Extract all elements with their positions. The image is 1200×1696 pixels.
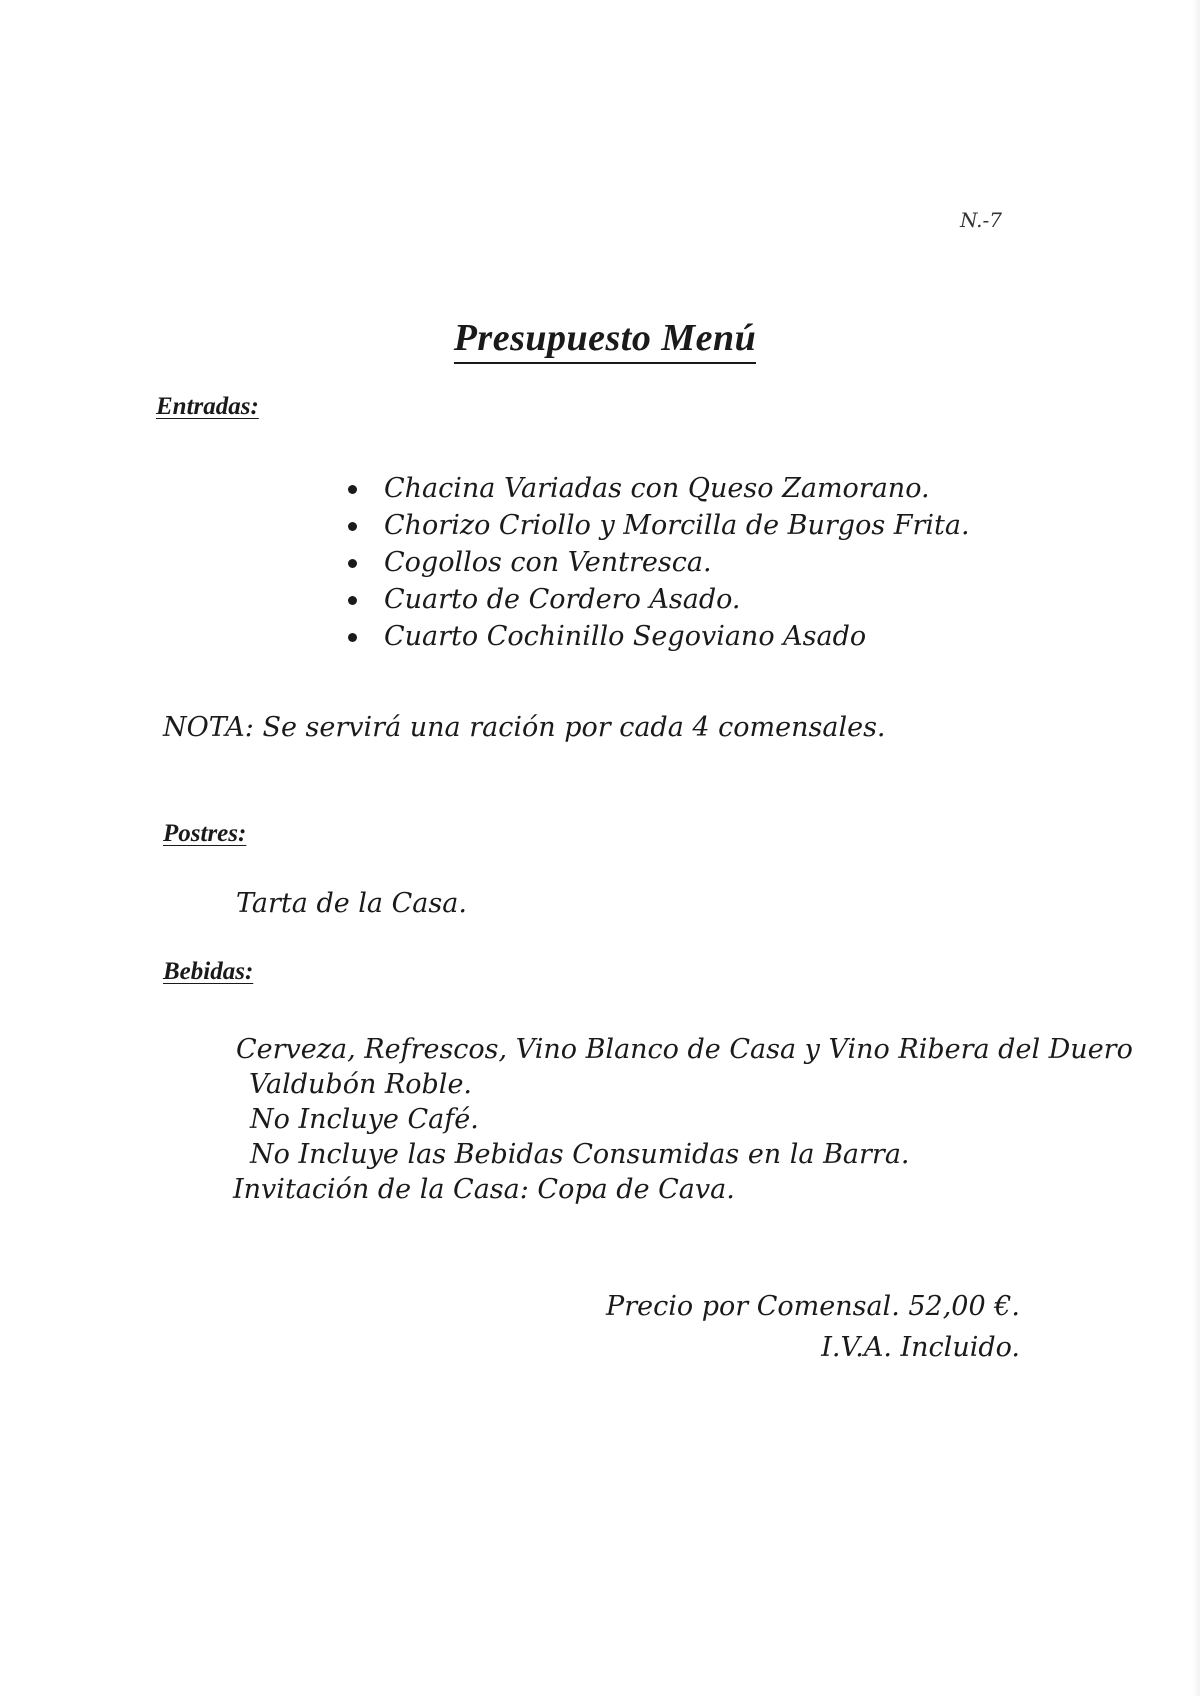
bebidas-line: No Incluye las Bebidas Consumidas en la Barra. (250, 1139, 910, 1170)
bebidas-line: Valdubón Roble. (249, 1069, 473, 1100)
list-item (338, 544, 970, 581)
entrada-text: Cuarto de Cordero Asado. (384, 584, 741, 615)
entrada-text: Chacina Variadas con Queso Zamorano. (384, 473, 930, 504)
list-item (338, 470, 970, 507)
entrada-text: Chorizo Criollo y Morcilla de Burgos Frita. (384, 510, 970, 541)
nota-text: NOTA: Se servirá una ración por cada 4 comensales. (163, 712, 886, 743)
iva-line: I.V.A. Incluido. (821, 1332, 1020, 1363)
bullet-icon (348, 633, 357, 642)
list-item (338, 507, 970, 544)
bebidas-line: Invitación de la Casa: Copa de Cava. (233, 1174, 735, 1205)
bullet-icon (348, 596, 357, 605)
bebidas-line: Cerveza, Refrescos, Vino Blanco de Casa y Vino Ribera del Duero (236, 1034, 1133, 1065)
entradas-heading: Entradas: (156, 393, 259, 420)
postres-item: Tarta de la Casa. (236, 888, 467, 919)
title-container (0, 316, 1200, 364)
bebidas-line: No Incluye Café. (250, 1104, 479, 1135)
document-title: Presupuesto Menú (454, 316, 757, 364)
precio-block (606, 1286, 1020, 1368)
page-number: N.-7 (959, 208, 1002, 232)
bullet-icon (348, 522, 357, 531)
postres-heading: Postres: (163, 820, 247, 847)
entrada-text: Cuarto Cochinillo Segoviano Asado (384, 621, 867, 652)
page-edge-shadow (1192, 0, 1200, 1696)
precio-line: Precio por Comensal. 52,00 €. (606, 1291, 1020, 1322)
list-item (338, 618, 970, 655)
bebidas-block (233, 1032, 1133, 1207)
bullet-icon (348, 485, 357, 494)
entrada-text: Cogollos con Ventresca. (384, 547, 712, 578)
list-item (338, 581, 970, 618)
entradas-list (338, 470, 970, 655)
bebidas-heading: Bebidas: (163, 958, 254, 985)
bullet-icon (348, 559, 357, 568)
